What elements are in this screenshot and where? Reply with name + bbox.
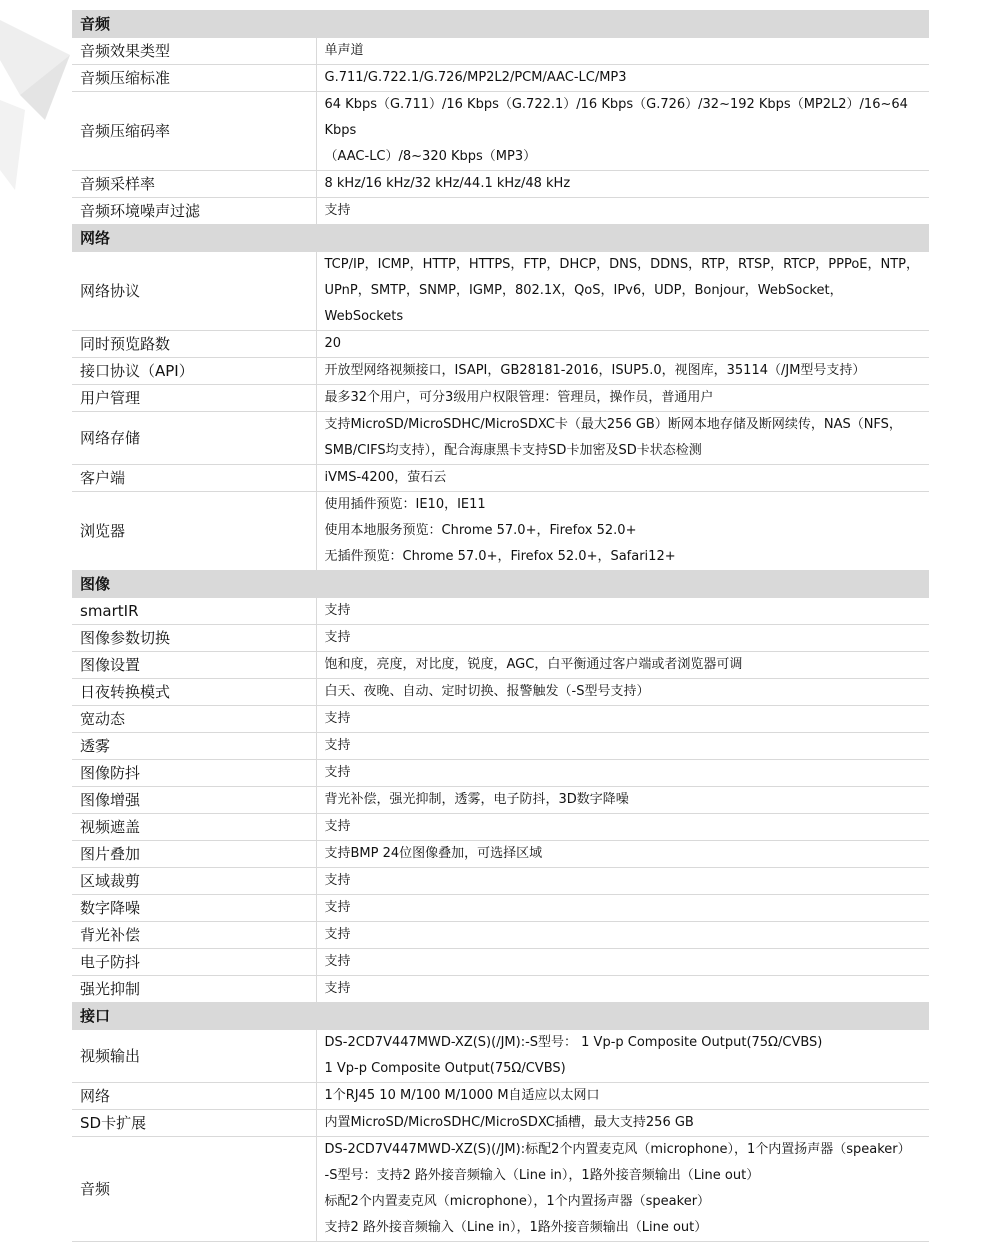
spec-label: 透雾 xyxy=(72,733,316,760)
spec-value xyxy=(316,868,929,895)
spec-value xyxy=(316,922,929,949)
decorative-star-watermark xyxy=(0,0,80,200)
spec-value xyxy=(316,198,929,225)
spec-label: 接口协议（API） xyxy=(72,358,316,385)
spec-row xyxy=(72,171,929,198)
spec-label: 网络协议 xyxy=(72,252,316,331)
spec-row xyxy=(72,733,929,760)
spec-value-line: 支持BMP 24位图像叠加，可选择区域 xyxy=(324,846,543,861)
spec-value-line: 单声道 xyxy=(324,43,364,58)
section-title: 图像 xyxy=(72,571,929,598)
spec-value-line: DS-2CD7V447MWD-XZ(S)(/JM):标配2个内置麦克风（microphone），1个内置扬声器（speaker） xyxy=(324,1142,911,1157)
spec-value-line: 支持 xyxy=(324,900,351,915)
spec-value xyxy=(316,252,929,331)
spec-value-line: 64 Kbps（G.711）/16 Kbps（G.722.1）/16 Kbps（G.726）/32~192 Kbps（MP2L2）/16~64 Kbps xyxy=(324,97,908,138)
spec-row xyxy=(72,706,929,733)
spec-row xyxy=(72,358,929,385)
spec-row xyxy=(72,252,929,331)
spec-table xyxy=(72,10,929,1242)
spec-value-line: 支持 xyxy=(324,711,351,726)
spec-value xyxy=(316,358,929,385)
spec-value xyxy=(316,787,929,814)
spec-value xyxy=(316,706,929,733)
spec-row xyxy=(72,868,929,895)
section-header-row xyxy=(72,1003,929,1030)
spec-row xyxy=(72,841,929,868)
spec-label: 图像增强 xyxy=(72,787,316,814)
spec-row xyxy=(72,198,929,225)
spec-value-line: 20 xyxy=(324,336,342,351)
spec-label: 音频压缩标准 xyxy=(72,65,316,92)
spec-label: 图像防抖 xyxy=(72,760,316,787)
spec-label: 音频采样率 xyxy=(72,171,316,198)
spec-row xyxy=(72,652,929,679)
spec-value xyxy=(316,92,929,171)
spec-label: 客户端 xyxy=(72,465,316,492)
spec-label: 音频 xyxy=(72,1137,316,1242)
spec-label: 宽动态 xyxy=(72,706,316,733)
spec-value xyxy=(316,814,929,841)
spec-value-line: 支持MicroSD/MicroSDHC/MicroSDXC卡（最大256 GB）断网本地存储及断网续传，NAS（NFS， xyxy=(324,417,902,432)
spec-value-line: -S型号：支持2 路外接音频输入（Line in），1路外接音频输出（Line out） xyxy=(324,1168,760,1183)
spec-label: smartIR xyxy=(72,598,316,625)
spec-value-line: 使用本地服务预览：Chrome 57.0+，Firefox 52.0+ xyxy=(324,523,637,538)
spec-value xyxy=(316,949,929,976)
spec-row xyxy=(72,625,929,652)
spec-value xyxy=(316,1030,929,1083)
section-title: 接口 xyxy=(72,1003,929,1030)
spec-row xyxy=(72,1083,929,1110)
spec-value-line: SMB/CIFS均支持），配合海康黑卡支持SD卡加密及SD卡状态检测 xyxy=(324,443,702,458)
spec-value xyxy=(316,625,929,652)
spec-value-line: DS-2CD7V447MWD-XZ(S)(/JM):-S型号： 1 Vp-p Composite Output(75Ω/CVBS) xyxy=(324,1035,823,1050)
spec-value xyxy=(316,841,929,868)
spec-value-line: 无插件预览：Chrome 57.0+，Firefox 52.0+，Safari12+ xyxy=(324,549,676,564)
spec-row xyxy=(72,65,929,92)
spec-label: 电子防抖 xyxy=(72,949,316,976)
spec-value-line: UPnP，SMTP，SNMP，IGMP，802.1X，QoS，IPv6，UDP，Bonjour，WebSocket，WebSockets xyxy=(324,283,843,324)
spec-value xyxy=(316,895,929,922)
spec-label: 图像参数切换 xyxy=(72,625,316,652)
spec-value xyxy=(316,1110,929,1137)
spec-value-line: 标配2个内置麦克风（microphone），1个内置扬声器（speaker） xyxy=(324,1194,711,1209)
spec-label: 音频环境噪声过滤 xyxy=(72,198,316,225)
spec-value-line: 背光补偿，强光抑制，透雾，电子防抖，3D数字降噪 xyxy=(324,792,629,807)
spec-value xyxy=(316,492,929,571)
spec-row xyxy=(72,679,929,706)
spec-label: 音频压缩码率 xyxy=(72,92,316,171)
section-title: 网络 xyxy=(72,225,929,252)
spec-value-line: 最多32个用户，可分3级用户权限管理：管理员，操作员，普通用户 xyxy=(324,390,714,405)
spec-row xyxy=(72,787,929,814)
spec-value-line: iVMS-4200，萤石云 xyxy=(324,470,447,485)
spec-label: 网络存储 xyxy=(72,412,316,465)
spec-label: 背光补偿 xyxy=(72,922,316,949)
spec-row xyxy=(72,492,929,571)
spec-row xyxy=(72,895,929,922)
spec-value-line: 支持 xyxy=(324,927,351,942)
spec-row xyxy=(72,38,929,65)
section-header-row xyxy=(72,11,929,38)
spec-value-line: 支持 xyxy=(324,603,351,618)
spec-row xyxy=(72,760,929,787)
spec-row xyxy=(72,412,929,465)
spec-row xyxy=(72,1110,929,1137)
spec-label: SD卡扩展 xyxy=(72,1110,316,1137)
spec-row xyxy=(72,331,929,358)
spec-value xyxy=(316,465,929,492)
spec-value-line: 支持 xyxy=(324,630,351,645)
spec-row xyxy=(72,465,929,492)
spec-value-line: 支持 xyxy=(324,765,351,780)
spec-row xyxy=(72,92,929,171)
spec-label: 图片叠加 xyxy=(72,841,316,868)
spec-label: 用户管理 xyxy=(72,385,316,412)
spec-row xyxy=(72,976,929,1003)
spec-row xyxy=(72,949,929,976)
spec-label: 视频遮盖 xyxy=(72,814,316,841)
spec-value xyxy=(316,412,929,465)
spec-value xyxy=(316,652,929,679)
spec-row xyxy=(72,922,929,949)
spec-value-line: 1 Vp-p Composite Output(75Ω/CVBS) xyxy=(324,1061,566,1076)
spec-label: 数字降噪 xyxy=(72,895,316,922)
section-header-row xyxy=(72,571,929,598)
spec-value-line: 内置MicroSD/MicroSDHC/MicroSDXC插槽，最大支持256 GB xyxy=(324,1115,694,1130)
spec-value-line: 使用插件预览：IE10，IE11 xyxy=(324,497,486,512)
spec-row xyxy=(72,814,929,841)
spec-value-line: 开放型网络视频接口，ISAPI，GB28181-2016，ISUP5.0，视图库，35114（/JM型号支持） xyxy=(324,363,866,378)
spec-value-line: 白天、夜晚、自动、定时切换、报警触发（-S型号支持） xyxy=(324,684,650,699)
spec-value xyxy=(316,679,929,706)
spec-value-line: TCP/IP，ICMP，HTTP，HTTPS，FTP，DHCP，DNS，DDNS，RTP，RTSP，RTCP，PPPoE，NTP， xyxy=(324,257,920,272)
spec-label: 区域裁剪 xyxy=(72,868,316,895)
spec-value-line: 支持 xyxy=(324,954,351,969)
spec-value-line: 饱和度，亮度，对比度，锐度，AGC，白平衡通过客户端或者浏览器可调 xyxy=(324,657,743,672)
spec-value-line: 1个RJ45 10 M/100 M/1000 M自适应以太网口 xyxy=(324,1088,600,1103)
spec-value-line: 支持 xyxy=(324,981,351,996)
spec-value-line: 支持2 路外接音频输入（Line in），1路外接音频输出（Line out） xyxy=(324,1220,708,1235)
spec-value xyxy=(316,760,929,787)
spec-label: 浏览器 xyxy=(72,492,316,571)
section-title: 音频 xyxy=(72,11,929,38)
spec-value xyxy=(316,976,929,1003)
spec-value-line: 支持 xyxy=(324,203,351,218)
spec-label: 日夜转换模式 xyxy=(72,679,316,706)
spec-value xyxy=(316,171,929,198)
spec-label: 视频输出 xyxy=(72,1030,316,1083)
spec-value xyxy=(316,598,929,625)
spec-value xyxy=(316,1137,929,1242)
spec-value xyxy=(316,385,929,412)
spec-label: 图像设置 xyxy=(72,652,316,679)
spec-value-line: G.711/G.722.1/G.726/MP2L2/PCM/AAC-LC/MP3 xyxy=(324,70,627,85)
spec-row xyxy=(72,385,929,412)
spec-label: 网络 xyxy=(72,1083,316,1110)
spec-label: 强光抑制 xyxy=(72,976,316,1003)
spec-row xyxy=(72,1030,929,1083)
spec-value xyxy=(316,38,929,65)
spec-label: 音频效果类型 xyxy=(72,38,316,65)
spec-value xyxy=(316,733,929,760)
spec-value xyxy=(316,1083,929,1110)
spec-label: 同时预览路数 xyxy=(72,331,316,358)
section-header-row xyxy=(72,225,929,252)
spec-row xyxy=(72,1137,929,1242)
spec-value-line: （AAC-LC）/8~320 Kbps（MP3） xyxy=(324,149,537,164)
spec-row xyxy=(72,598,929,625)
spec-value xyxy=(316,65,929,92)
spec-value xyxy=(316,331,929,358)
spec-value-line: 8 kHz/16 kHz/32 kHz/44.1 kHz/48 kHz xyxy=(324,176,571,191)
spec-value-line: 支持 xyxy=(324,738,351,753)
spec-value-line: 支持 xyxy=(324,819,351,834)
spec-value-line: 支持 xyxy=(324,873,351,888)
